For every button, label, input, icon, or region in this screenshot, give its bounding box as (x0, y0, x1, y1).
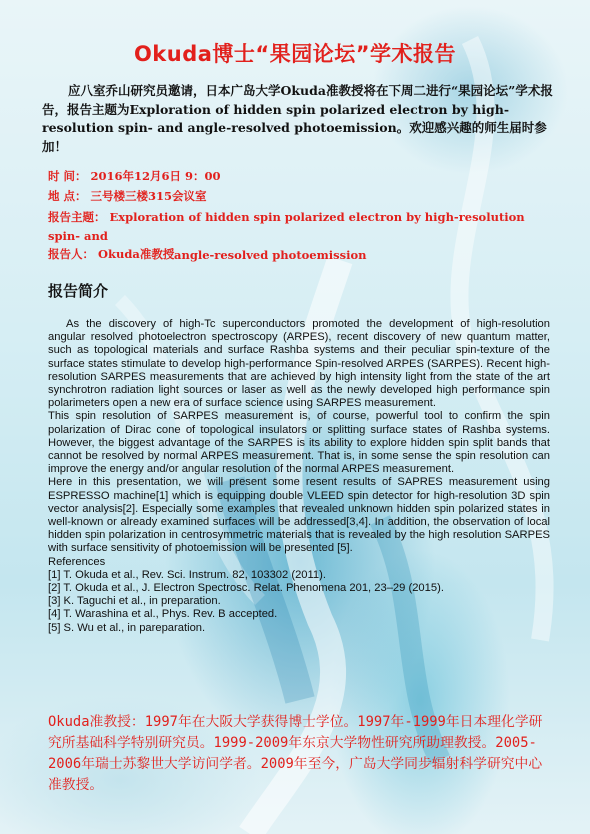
topic-line-1: Exploration of hidden spin polarized electron by high-resolution spin- and (48, 210, 525, 243)
abstract-paragraph-3: Here in this presentation, we will present some resent results of SAPRES measurement using ESPRESSO machine[1] which is equipping double VLEED spin detector for high-resolution 3D spin vector analysis[2]. Especially some examples that revealed unknown hidden spin polarized states in well-known or already examined surfaces will be addressed[3,4]. In addition, the observation of local hidden spin polarization in centrosymmetric materials that is revealed by the high resolution SARPES with surface sensitivity of photoemission will be presented [5]. (48, 476, 550, 555)
abstract-paragraph-2: This spin resolution of SARPES measurement is, of course, powerful tool to confirm the spin polarization of Dirac cone of topological insulators or splitting surface states of Rashba systems. However, the biggest advantage of the SARPES is its ability to explore hidden spin split bands that cannot be resolved by normal ARPES measurement. That is, in some sense the spin resolution can improve the energy and/or angular resolution of the normal ARPES measurement. (48, 410, 550, 476)
reference-item: [1] T. Okuda et al., Rev. Sci. Instrum. 82, 103302 (2011). (48, 568, 326, 581)
topic-line-2: angle-resolved photoemission (174, 248, 367, 262)
reference-item: [5] S. Wu et al., in pareparation. (48, 621, 206, 634)
time-label: 时 间： (48, 169, 87, 183)
abstract-paragraph-1: As the discovery of high-Tc superconductors promoted the development of high-resolution angular resolved photoelectron spectroscopy (ARPES), recent discovery of new quantum matter, such as topological materials and surface Rashba systems and their peculiar spin-texture of the surface states stimulate to develop high-performance Spin-resolved ARPES (SARPES). Recent high-resolution SARPES measurements that are achieved by high intensity light from the state of the art synchrotron radiation light sources or laser as well as the newly developed high performance spin polarimeters open a new era of surface science using SARPES measurement. (48, 318, 550, 410)
speaker-value: Okuda准教授 (98, 247, 175, 261)
topic-label: 报告主题： (48, 210, 106, 224)
reference-item: [4] T. Warashina et al., Phys. Rev. B accepted. (48, 608, 278, 621)
intro-paragraph: 应八室乔山研究员邀请，日本广岛大学Okuda准教授将在下周二进行“果园论坛”学术报告，报告主题为Exploration of hidden spin polarized electron by high-resolution spin- and angle-resolved photoemission。欢迎感兴趣的师生届时参加！ (42, 83, 553, 154)
place-label: 地 点： (48, 189, 87, 203)
abstract (48, 318, 550, 635)
reference-item: [3] K. Taguchi et al., in preparation. (48, 595, 221, 608)
speaker-label: 报告人： (48, 247, 94, 261)
time-value: 2016年12月6日 9：00 (90, 169, 221, 183)
speaker-bio: Okuda准教授：1997年在大阪大学获得博士学位。1997年-1999年日本理化学研究所基础科学特别研究员。1999-2009年东京大学物性研究所助理教授。2005-2006年瑞士苏黎世大学访问学者。2009年至今，广岛大学同步辐射科学研究中心准教授。 (48, 714, 543, 793)
info-place (48, 188, 207, 204)
page-title: Okuda博士“果园论坛”学术报告 (133, 42, 457, 66)
place-value: 三号楼三楼315会议室 (90, 189, 207, 203)
section-heading: 报告简介 (48, 282, 109, 300)
info-speaker (48, 246, 174, 262)
references-title: References (48, 555, 106, 568)
reference-item: [2] T. Okuda et al., J. Electron Spectrosc. Relat. Phenomena 201, 23–29 (2015). (48, 582, 444, 595)
info-time (48, 168, 221, 184)
